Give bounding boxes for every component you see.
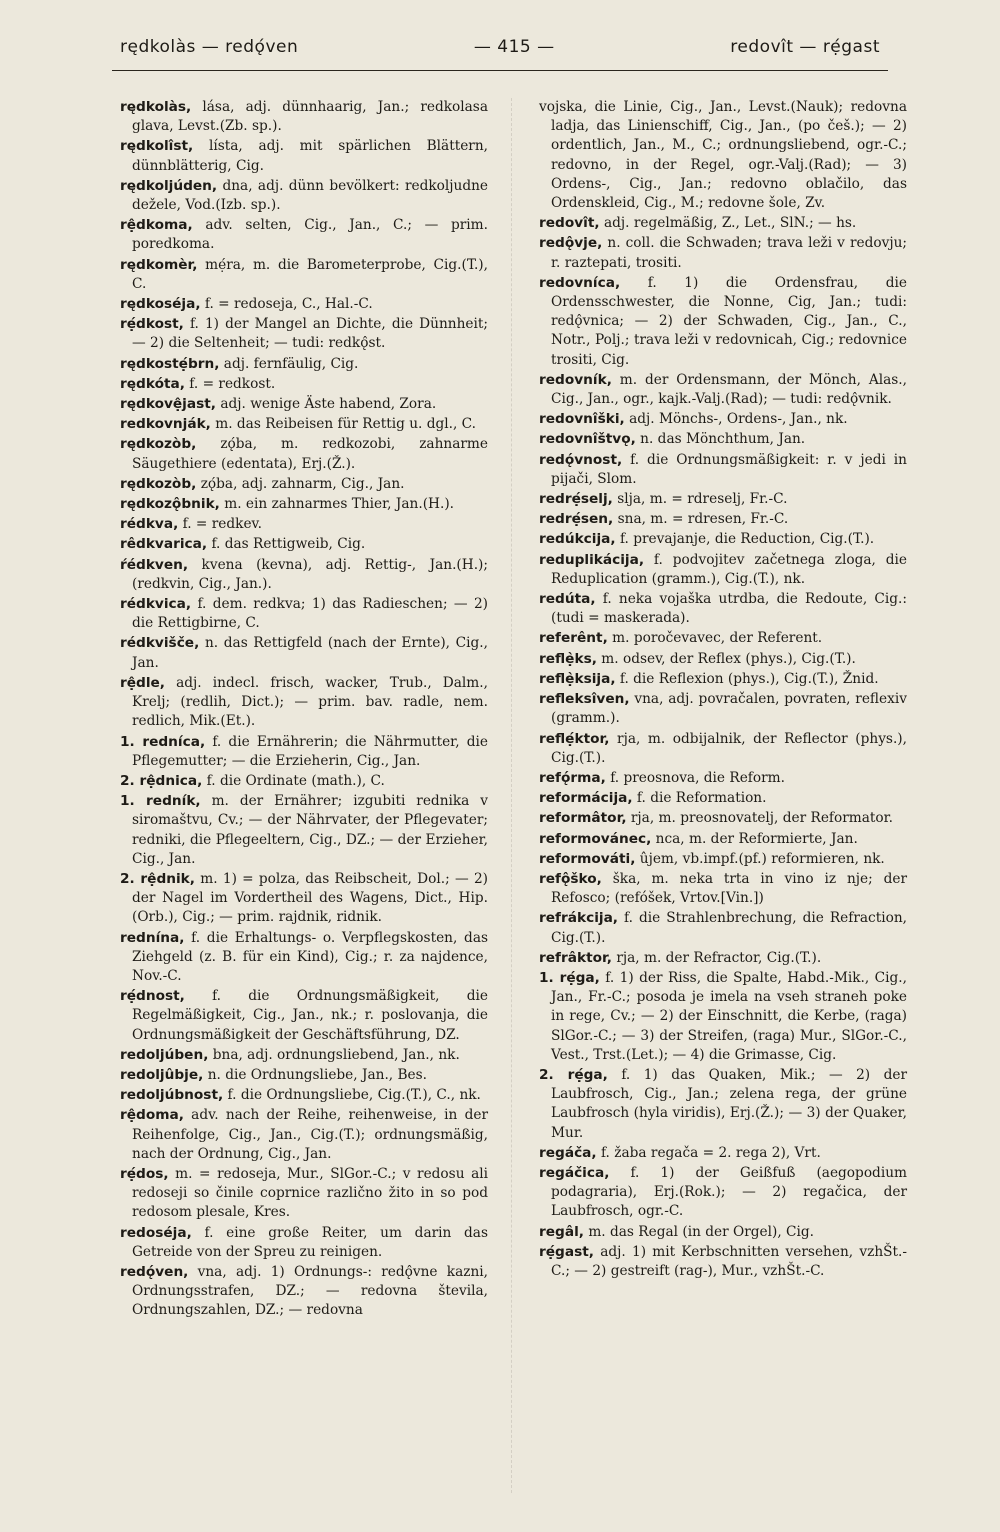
entry-headword: referênt, bbox=[539, 630, 608, 647]
entry-definition: adj. Mönchs-, Ordens-, Jan., nk. bbox=[624, 411, 848, 428]
entry-headword: reduplikácija, bbox=[539, 551, 645, 568]
dictionary-entry bbox=[539, 371, 907, 409]
entry-definition: kvena (kevna), adj. Rettig-, Jan.(H.); (redkvin, Cig., Jan.). bbox=[132, 556, 488, 592]
dictionary-entry bbox=[120, 435, 488, 473]
dictionary-entry bbox=[539, 969, 907, 1065]
entry-headword: regáča, bbox=[539, 1144, 597, 1161]
entry-headword: reformováti, bbox=[539, 850, 636, 867]
entry-definition: f. die Ernährerin; die Nährmutter, die Pflegemutter; — die Erzieherin, Cig., Jan. bbox=[132, 733, 488, 769]
entry-headword: redovît, bbox=[539, 215, 600, 232]
entry-definition: m. = redoseja, Mur., SlGor.-C.; v redosu ali redoseji so činile coprnice različno žito in so pod redosom plesale, Kres. bbox=[132, 1165, 488, 1221]
entry-definition: vna, adj. povračalen, povraten, reflexiv (gramm.). bbox=[551, 691, 907, 727]
entry-definition: mẹ́ra, m. die Barometerprobe, Cig.(T.), C. bbox=[132, 256, 488, 292]
entry-headword: regâl, bbox=[539, 1223, 584, 1240]
entry-headword: redoljúbnost, bbox=[120, 1087, 224, 1104]
dictionary-entry bbox=[120, 1086, 488, 1105]
entry-headword: rędkozǫ̂bnik, bbox=[120, 496, 220, 513]
entry-headword: rẹ́dnost, bbox=[120, 988, 185, 1005]
dictionary-entry bbox=[539, 1144, 907, 1163]
entry-definition: f. die Erhaltungs- o. Verpflegskosten, das Ziehgeld (z. B. für ein Kind), Cig.; r. za najdence, Nov.-C. bbox=[132, 929, 488, 984]
entry-headword: reformâtor, bbox=[539, 810, 627, 827]
entry-definition: adj. wenige Äste habend, Zora. bbox=[216, 396, 437, 413]
dictionary-entry bbox=[120, 177, 488, 215]
dictionary-entry bbox=[539, 214, 907, 233]
entry-definition: m. poročevavec, der Referent. bbox=[607, 630, 823, 647]
entry-definition: m. der Ernährer; izgubiti rednika v siromaštvu, Cv.; — der Nährvater, der Pflegevater; redniki, die Pflegeeltern, Cig., DZ.; — der Erzieher, Cig., Jan. bbox=[132, 793, 489, 867]
dictionary-entry bbox=[539, 730, 907, 768]
entry-definition: n. die Ordnungsliebe, Jan., Bes. bbox=[203, 1066, 428, 1083]
entry-definition: f. 1) der Mangel an Dichte, die Dünnheit; — 2) die Seltenheit; — tudi: redkǫ̂st. bbox=[132, 316, 488, 352]
entry-headword: redúta, bbox=[539, 591, 596, 608]
dictionary-entry bbox=[120, 1106, 488, 1164]
dictionary-entry bbox=[539, 590, 907, 628]
entry-headword: 2. rệdnica, bbox=[120, 772, 203, 789]
entry-headword: regáčica, bbox=[539, 1164, 610, 1181]
entry-headword: redǫ̂vje, bbox=[539, 235, 603, 252]
entry-headword: refǫ́rma, bbox=[539, 769, 606, 786]
entry-headword: rędkomèr, bbox=[120, 256, 198, 273]
entry-headword: refleksîven, bbox=[539, 691, 630, 708]
dictionary-entry bbox=[539, 430, 907, 449]
dictionary-entry bbox=[120, 1224, 488, 1262]
entry-headword: rệdoma, bbox=[120, 1107, 184, 1124]
entry-definition: f. die Reformation. bbox=[632, 790, 767, 807]
entry-headword: reflẹ́ktor, bbox=[539, 730, 610, 747]
dictionary-entry bbox=[120, 792, 488, 869]
dictionary-entry bbox=[539, 510, 907, 529]
dictionary-entry bbox=[120, 98, 488, 136]
entry-headword: redǫ́ven, bbox=[120, 1263, 189, 1280]
entry-headword: 1. rẹ́ga, bbox=[539, 969, 600, 986]
entry-definition: f. eine große Reiter, um darin das Getreide von der Spreu zu reinigen. bbox=[132, 1224, 488, 1260]
entry-definition: m. das Regal (in der Orgel), Cig. bbox=[583, 1223, 815, 1240]
entry-definition: adj. fernfäulig, Cig. bbox=[219, 355, 359, 372]
entry-definition: f. die Strahlenbrechung, die Refraction, Cig.(T.). bbox=[551, 910, 907, 946]
entry-definition: ška, m. neka trta in vino iz nje; der Refosco; (refóšek, Vrtov.[Vin.]) bbox=[551, 870, 907, 907]
entry-definition: ûjem, vb.impf.(pf.) reformieren, nk. bbox=[635, 850, 885, 867]
dictionary-entry bbox=[539, 789, 907, 808]
dictionary-entry bbox=[120, 870, 488, 928]
entry-headword: ŕédkven, bbox=[120, 556, 189, 573]
entry-definition: nca, m. der Reformierte, Jan. bbox=[651, 830, 858, 847]
entry-headword: 2. rẹ́ga, bbox=[539, 1066, 608, 1083]
entry-definition: m. das Reibeisen für Rettig u. dgl., C. bbox=[210, 416, 476, 433]
entry-definition: rja, m. der Refractor, Cig.(T.). bbox=[611, 949, 822, 966]
entry-definition: adj. 1) mit Kerbschnitten versehen, vzhŠt.-C.; — 2) gestreift (rag-), Mur., vzhŠt.-C. bbox=[551, 1243, 907, 1279]
entry-headword: redovník, bbox=[539, 371, 612, 388]
entry-headword: rédkvišče, bbox=[120, 635, 200, 652]
entry-headword: rẹ́dos, bbox=[120, 1165, 169, 1182]
entry-definition: adv. selten, Cig., Jan., C.; — prim. poredkoma. bbox=[132, 217, 488, 253]
column-divider bbox=[511, 98, 512, 1493]
entry-headword: rednína, bbox=[120, 929, 185, 946]
entry-headword: redrẹ́selj, bbox=[539, 491, 613, 508]
entry-definition: zǫ́ba, adj. zahnarm, Cig., Jan. bbox=[196, 475, 405, 492]
entry-headword: rẹ́gast, bbox=[539, 1243, 594, 1260]
dictionary-entry bbox=[120, 634, 488, 672]
dictionary-entry bbox=[539, 629, 907, 648]
dictionary-entry bbox=[120, 1263, 488, 1321]
entry-headword: redrẹ́sen, bbox=[539, 511, 614, 528]
dictionary-entry bbox=[539, 98, 907, 213]
dictionary-entry bbox=[120, 1165, 488, 1223]
entry-headword: rędkozòb, bbox=[120, 475, 197, 492]
entry-definition: f. preosnova, die Reform. bbox=[605, 769, 785, 786]
dictionary-entry bbox=[539, 870, 907, 908]
entry-headword: reflẹ̀ksija, bbox=[539, 670, 616, 687]
entry-definition: n. coll. die Schwaden; trava leži v redovju; r. raztepati, trositi. bbox=[551, 235, 907, 271]
dictionary-entry bbox=[120, 595, 488, 633]
entry-headword: redǫ́vnost, bbox=[539, 451, 623, 468]
right-column bbox=[539, 98, 907, 1282]
entry-definition: f. die Ordnungsmäßigkeit: r. v jedi in pijači, Slom. bbox=[551, 451, 907, 487]
dictionary-entry bbox=[120, 495, 488, 514]
dictionary-entry bbox=[539, 650, 907, 669]
entry-headword: redoséja, bbox=[120, 1224, 192, 1241]
entry-definition: f. dem. redkva; 1) das Radieschen; — 2) die Rettigbirne, C. bbox=[132, 596, 488, 632]
entry-definition: sna, m. = rdresen, Fr.-C. bbox=[613, 511, 789, 528]
dictionary-entry bbox=[539, 769, 907, 788]
dictionary-entry bbox=[120, 355, 488, 374]
entry-headword: 1. redník, bbox=[120, 793, 201, 810]
entry-headword: rệdkoma, bbox=[120, 217, 193, 234]
entry-definition: f. neka vojaška utrdba, die Redoute, Cig.: (tudi = maskerada). bbox=[551, 591, 907, 627]
entry-headword: rędkoséja, bbox=[120, 296, 201, 313]
entry-headword: rędkoljúden, bbox=[120, 177, 218, 194]
entry-definition: m. der Ordensmann, der Mönch, Alas., Cig., Jan., ogr., kajk.-Valj.(Rad); — tudi: redǫ̂vnik. bbox=[551, 371, 907, 408]
dictionary-entry bbox=[120, 1046, 488, 1065]
entry-definition: f. žaba regača = 2. rega 2), Vrt. bbox=[596, 1144, 821, 1161]
entry-definition: m. odsev, der Reflex (phys.), Cig.(T.). bbox=[596, 650, 856, 667]
entry-definition: f. podvojitev začetnega zloga, die Reduplication (gramm.), Cig.(T.), nk. bbox=[551, 551, 907, 587]
dictionary-entry bbox=[120, 415, 488, 434]
entry-headword: reformovánec, bbox=[539, 830, 652, 847]
entry-headword: redoljûbje, bbox=[120, 1066, 204, 1083]
entry-headword: redoljúben, bbox=[120, 1046, 209, 1063]
dictionary-entry bbox=[539, 1223, 907, 1242]
entry-headword: rędkovệjast, bbox=[120, 396, 216, 413]
entry-definition: f. die Ordnungsliebe, Cig.(T.), C., nk. bbox=[223, 1087, 481, 1104]
entry-definition: f. 1) die Ordensfrau, die Ordensschwester, die Nonne, Cig, Jan.; tudi: redǫ̂vnica; — 2) der Schwaden, Cig., Jan., C., Notr., Polj.; trava leži v redovnicah, Cig.; redovnice trositi, Cig. bbox=[551, 274, 907, 368]
entry-definition: adj. indecl. frisch, wacker, Trub., Dalm., Krelj; (redlih, Dict.); — prim. bav. radle, nem. redlich, Mik.(Et.). bbox=[132, 674, 488, 730]
entry-headword: rędkolàs, bbox=[120, 99, 192, 115]
entry-definition: adj. regelmäßig, Z., Let., SlN.; — hs. bbox=[599, 215, 857, 232]
dictionary-entry bbox=[539, 234, 907, 272]
entry-definition: rja, m. odbijalnik, der Reflector (phys.), Cig.(T.). bbox=[551, 730, 907, 766]
entry-definition: zǫ́ba, m. redkozobi, zahnarme Säugethiere (edentata), Erj.(Ž.). bbox=[132, 436, 488, 472]
entry-definition: f. = redkev. bbox=[178, 516, 263, 533]
dictionary-entry bbox=[539, 909, 907, 947]
dictionary-entry bbox=[539, 551, 907, 589]
entry-headword: rédkvica, bbox=[120, 596, 192, 613]
entry-definition: n. das Mönchthum, Jan. bbox=[635, 431, 806, 448]
entry-definition: bna, adj. ordnungsliebend, Jan., nk. bbox=[208, 1046, 460, 1063]
entry-headword: refrákcija, bbox=[539, 910, 619, 927]
entry-definition: dna, adj. dünn bevölkert: redkoljudne dežele, Vod.(Izb. sp.). bbox=[132, 177, 488, 214]
entry-definition: m. ein zahnarmes Thier, Jan.(H.). bbox=[219, 496, 455, 513]
entry-definition: f. 1) der Geißfuß (aegopodium podagraria), Erj.(Rok.); — 2) regačica, der Laubfrosch, ogr.-C. bbox=[551, 1164, 907, 1220]
dictionary-entry bbox=[120, 556, 488, 594]
entry-headword: rędkóta, bbox=[120, 375, 185, 392]
dictionary-entry bbox=[539, 274, 907, 370]
entry-definition: f. die Reflexion (phys.), Cig.(T.), Žnid. bbox=[615, 670, 879, 687]
entry-headword: rêdkvarica, bbox=[120, 536, 208, 553]
entry-definition: f. die Ordnungsmäßigkeit, die Regelmäßigkeit, Cig., Jan., nk.; r. poslovanja, die Ordnungsmäßigkeit der Geschäftsführung, DZ. bbox=[132, 988, 488, 1043]
header-page-number: — 415 — bbox=[473, 37, 555, 57]
entry-definition: f. die Ordinate (math.), C. bbox=[202, 772, 385, 789]
dictionary-entry bbox=[539, 410, 907, 429]
dictionary-entry bbox=[120, 395, 488, 414]
dictionary-entry bbox=[539, 1164, 907, 1222]
dictionary-entry bbox=[120, 733, 488, 771]
entry-definition: f. = redoseja, C., Hal.-C. bbox=[200, 296, 373, 313]
dictionary-entry bbox=[120, 256, 488, 294]
entry-definition: vna, adj. 1) Ordnungs-: redǫ̂vne kazni, Ordnungsstrafen, DZ.; — redovna števila, Ordnungszahlen, DZ.; — redovna bbox=[132, 1263, 488, 1319]
entry-headword: 2. rệdnik, bbox=[120, 870, 195, 887]
entry-definition: f. 1) das Quaken, Mik.; — 2) der Laubfrosch, Cig., Jan.; zelena rega, der grüne Laubfrosch (hyla viridis), Erj.(Ž.); — 3) der Quaker, Mur. bbox=[551, 1066, 907, 1141]
entry-definition: adv. nach der Reihe, reihenweise, in der Reihenfolge, Cig., Jan., Cig.(T.); ordnungsmäßig, nach der Ordnung, Cig., Jan. bbox=[132, 1107, 488, 1162]
entry-headword: rędkostẹ́brn, bbox=[120, 355, 220, 372]
header-left-guideword: rędkolàs — redǫ́ven bbox=[120, 37, 299, 57]
entry-headword: rédkva, bbox=[120, 516, 179, 533]
entry-definition: f. 1) der Riss, die Spalte, Habd.-Mik., Cig., Jan., Fr.-C.; posoda je imela na vseh straneh poke in rege, Cv.; — 2) der Einschnitt, die Kerbe, (raga) SlGor.-C.; — 3) der Streifen, (raga) Mur., SlGor.-C., Vest., Trst.(Let.); — 4) die Grimasse, Cig. bbox=[551, 969, 907, 1063]
entry-definition: vojska, die Linie, Cig., Jan., Levst.(Nauk); redovna ladja, das Linienschiff, Cig., Jan., (po češ.); — 2) ordentlich, Jan., M., C.; ordnungsliebend, ogr.-C.; redovno, in der Regel, ogr.-Valj.(Rad); — 3) Ordens-, Cig., Jan.; redovno oblačilo, das Ordenskleid, Cig., M.; redovne šole, Zv. bbox=[539, 99, 907, 212]
dictionary-entry bbox=[120, 137, 488, 175]
header-right-guideword: redovît — rẹ́gast bbox=[730, 37, 880, 57]
dictionary-entry bbox=[120, 315, 488, 353]
entry-headword: refǫ̂ško, bbox=[539, 870, 602, 887]
entry-headword: redovnîški, bbox=[539, 411, 625, 428]
dictionary-entry bbox=[120, 929, 488, 987]
entry-headword: redúkcija, bbox=[539, 531, 616, 548]
dictionary-entry bbox=[539, 850, 907, 869]
entry-headword: rędkolîst, bbox=[120, 138, 194, 155]
header-rule bbox=[112, 70, 888, 71]
dictionary-entry bbox=[539, 690, 907, 728]
dictionary-entry bbox=[120, 1066, 488, 1085]
dictionary-entry bbox=[120, 295, 488, 314]
entry-headword: reflẹ̀ks, bbox=[539, 650, 597, 667]
entry-definition: f. = redkost. bbox=[184, 375, 276, 392]
entry-definition: lísta, adj. mit spärlichen Blättern, dünnblätterig, Cig. bbox=[132, 138, 488, 174]
dictionary-entry bbox=[539, 530, 907, 549]
entry-definition: lása, adj. dünnhaarig, Jan.; redkolasa glava, Levst.(Zb. sp.). bbox=[132, 99, 488, 135]
entry-headword: redovníca, bbox=[539, 274, 621, 291]
page-header bbox=[120, 32, 880, 62]
entry-headword: redkovnják, bbox=[120, 416, 211, 433]
dictionary-entry bbox=[120, 772, 488, 791]
entry-definition: slja, m. = rdreselj, Fr.-C. bbox=[612, 491, 788, 508]
dictionary-entry bbox=[539, 1066, 907, 1143]
entry-definition: n. das Rettigfeld (nach der Ernte), Cig., Jan. bbox=[132, 635, 488, 671]
entry-headword: rędkozòb, bbox=[120, 436, 197, 453]
entry-definition: m. 1) = polza, das Reibscheit, Dol.; — 2) der Nagel im Vordertheil des Wagens, Dict., Hip.(Orb.), Cig.; — prim. rajdnik, ridnik. bbox=[132, 870, 488, 926]
dictionary-entry bbox=[120, 535, 488, 554]
dictionary-entry bbox=[539, 830, 907, 849]
dictionary-entry bbox=[120, 375, 488, 394]
dictionary-entry bbox=[539, 1243, 907, 1281]
dictionary-entry bbox=[120, 987, 488, 1045]
entry-headword: reformácija, bbox=[539, 790, 633, 807]
entry-definition: rja, m. preosnovatelj, der Reformator. bbox=[626, 810, 894, 827]
entry-definition: f. prevajanje, die Reduction, Cig.(T.). bbox=[615, 531, 875, 548]
dictionary-entry bbox=[120, 674, 488, 732]
entry-headword: refrâktor, bbox=[539, 949, 612, 966]
dictionary-entry bbox=[539, 451, 907, 489]
entry-headword: 1. redníca, bbox=[120, 733, 206, 750]
dictionary-entry bbox=[120, 515, 488, 534]
dictionary-entry bbox=[539, 670, 907, 689]
entry-headword: redovnîštvǫ, bbox=[539, 431, 636, 448]
dictionary-entry bbox=[539, 490, 907, 509]
left-column bbox=[120, 98, 488, 1322]
entry-definition: f. das Rettigweib, Cig. bbox=[207, 536, 366, 553]
dictionary-entry bbox=[539, 809, 907, 828]
dictionary-entry bbox=[120, 475, 488, 494]
dictionary-entry bbox=[539, 949, 907, 968]
dictionary-entry bbox=[120, 216, 488, 254]
entry-headword: rẹ́dkost, bbox=[120, 316, 184, 333]
entry-headword: rệdle, bbox=[120, 674, 166, 691]
